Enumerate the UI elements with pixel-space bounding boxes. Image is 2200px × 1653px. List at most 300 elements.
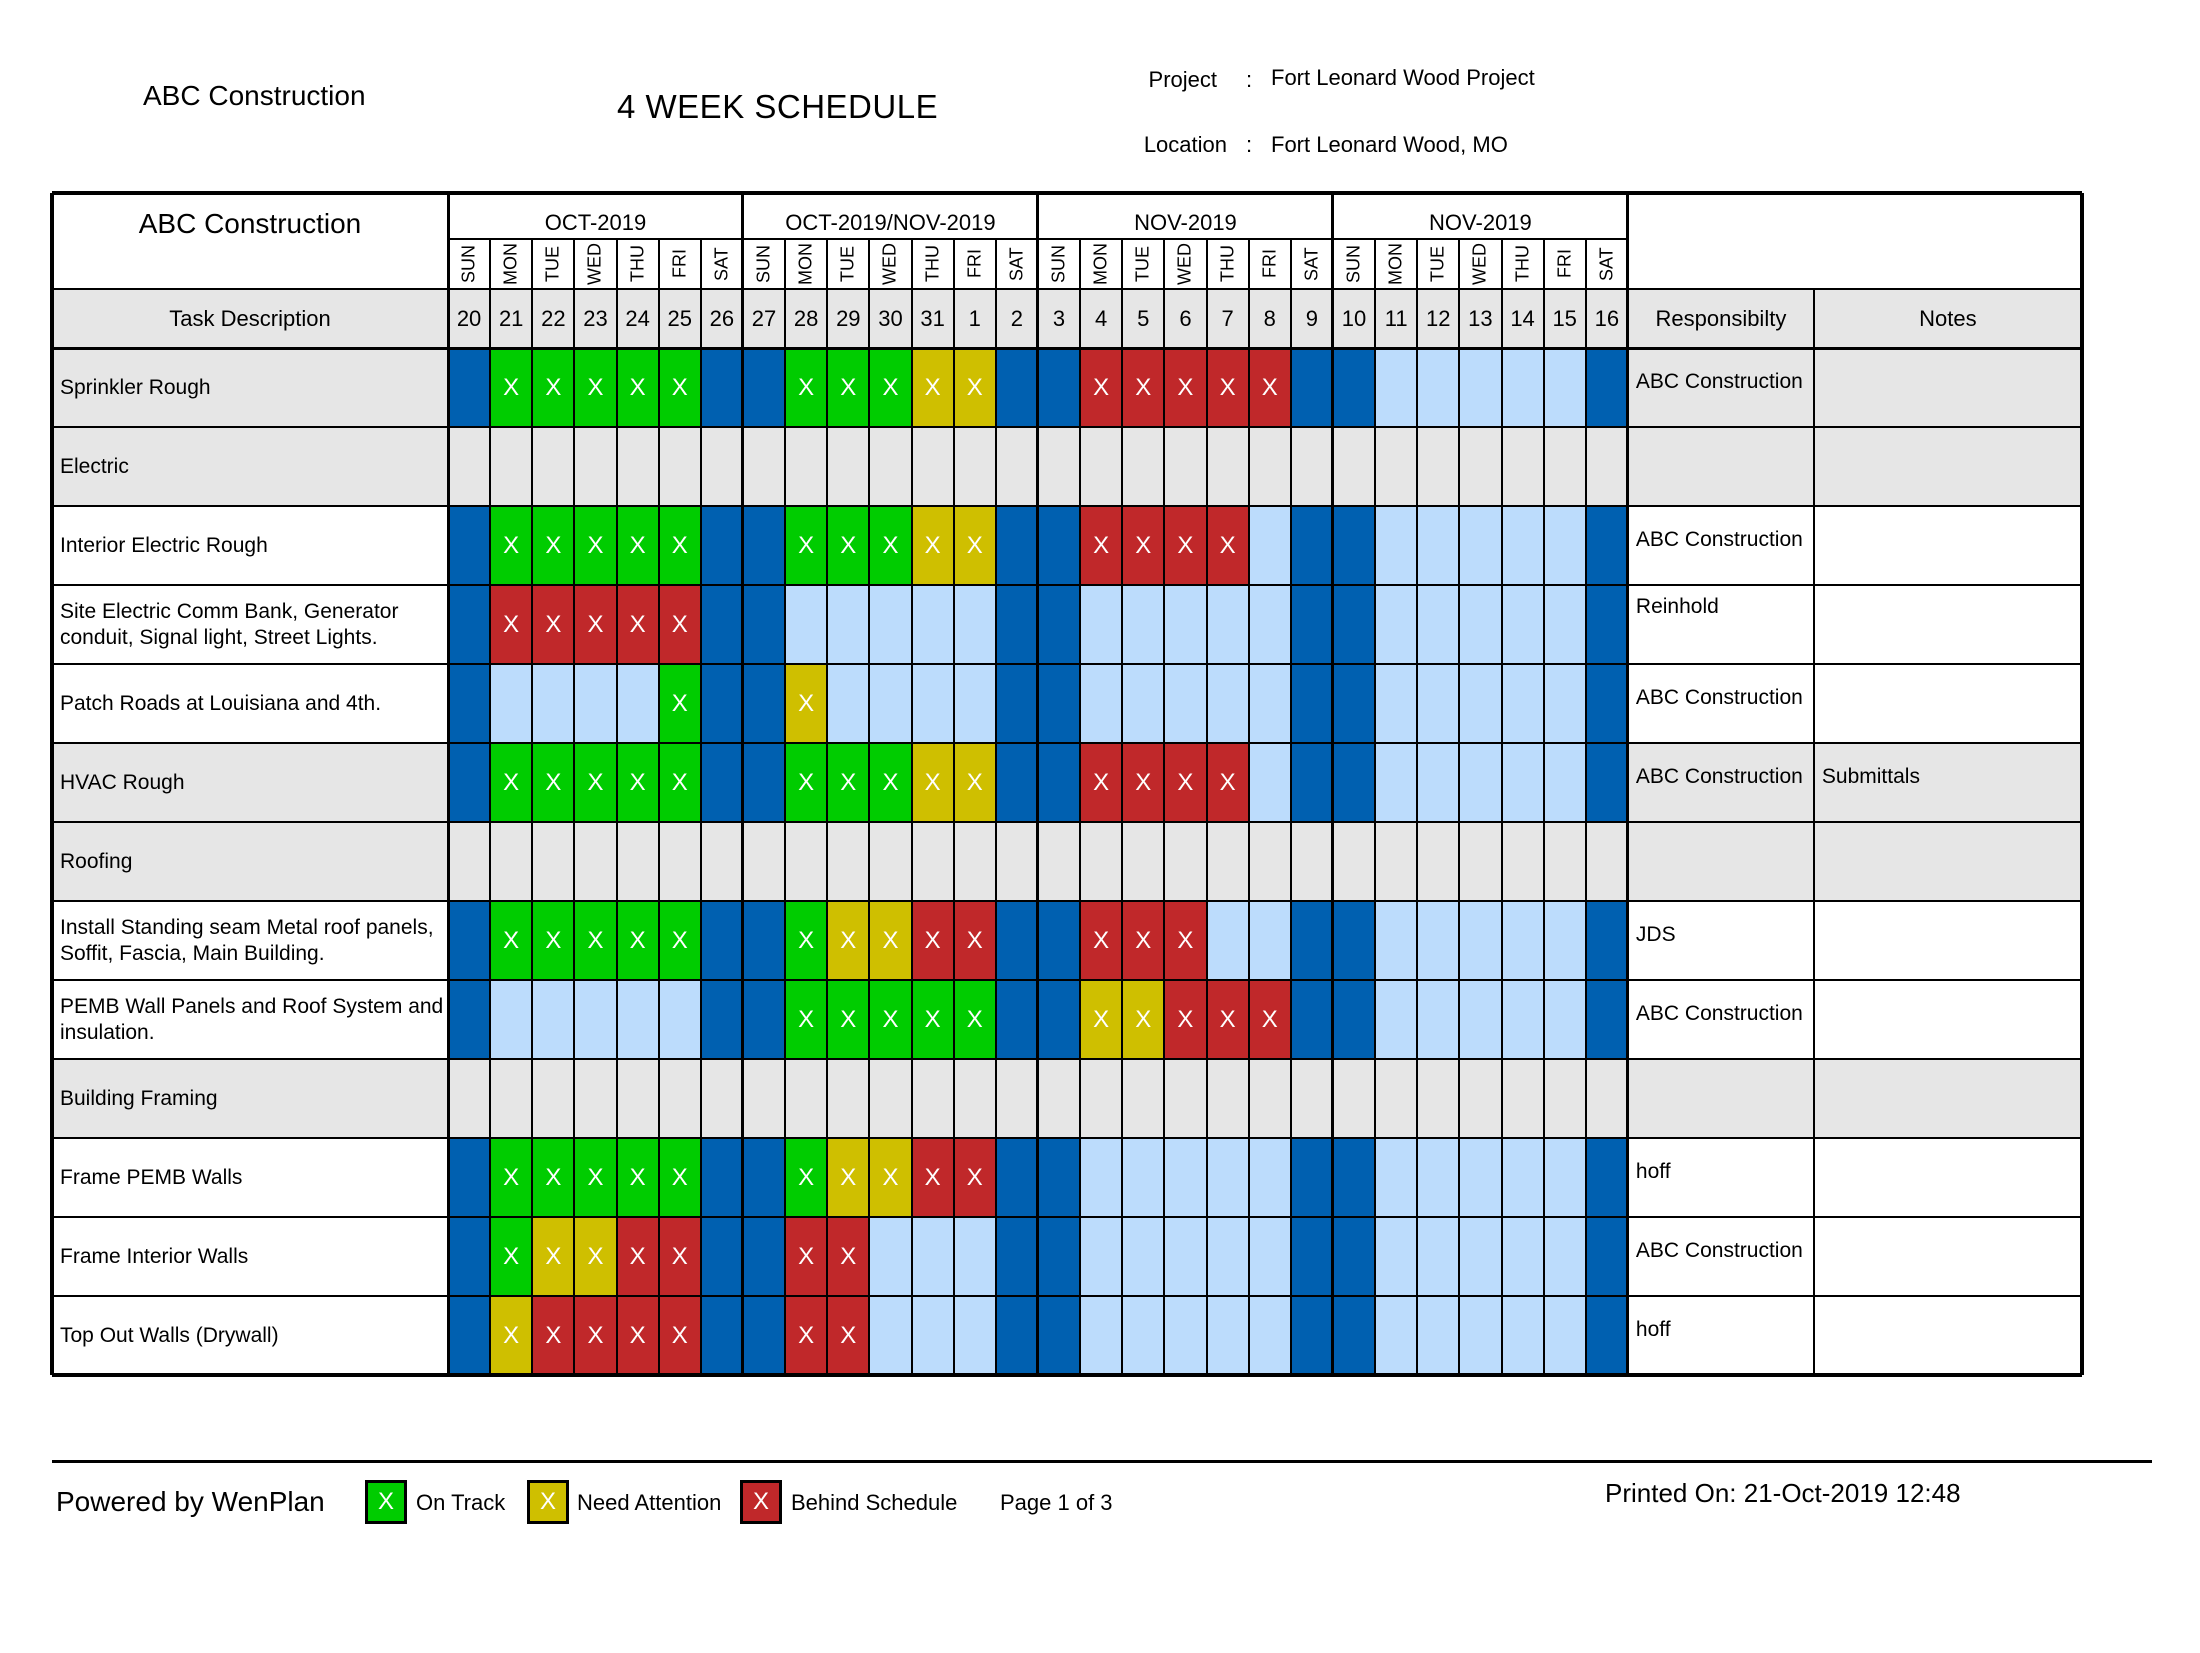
status-mark-behind: X <box>629 1322 646 1349</box>
notes-header: Notes <box>1919 305 1977 331</box>
date-label: 15 <box>1552 306 1577 331</box>
status-mark-behind: X <box>966 1164 983 1191</box>
day-cell <box>1417 1296 1459 1375</box>
date-label: 2 <box>1010 306 1023 331</box>
day-cell <box>1459 664 1501 743</box>
date-label: 9 <box>1305 306 1318 331</box>
day-cell <box>1459 743 1501 822</box>
day-cell <box>1207 901 1249 980</box>
day-cell <box>1291 585 1333 664</box>
status-mark-on-track: X <box>671 769 688 796</box>
day-cell <box>1080 1217 1122 1296</box>
grid-line-h <box>52 1137 2082 1139</box>
grid-line-v <box>953 239 955 1375</box>
day-cell <box>1502 506 1544 585</box>
grid-line-v <box>1163 239 1165 1375</box>
day-cell <box>1080 1296 1122 1375</box>
status-mark-behind: X <box>1135 769 1152 796</box>
day-cell <box>574 980 616 1059</box>
date-label: 23 <box>583 306 608 331</box>
grid-line-h <box>52 979 2082 981</box>
legend-swatch: X <box>365 1480 407 1524</box>
day-cell <box>1207 1296 1249 1375</box>
status-mark-behind: X <box>587 611 604 638</box>
day-cell <box>1502 1296 1544 1375</box>
status-mark-behind: X <box>1135 532 1152 559</box>
day-cell <box>1459 506 1501 585</box>
day-cell <box>701 1296 743 1375</box>
day-cell <box>743 1138 785 1217</box>
grid-line-v <box>995 239 997 1375</box>
status-mark-need-attention: X <box>798 690 815 717</box>
status-mark-on-track: X <box>503 1243 520 1270</box>
day-cell <box>1122 664 1164 743</box>
day-cell <box>448 664 490 743</box>
day-cell <box>1122 1217 1164 1296</box>
status-mark-behind: X <box>1093 374 1110 401</box>
day-cell <box>1502 901 1544 980</box>
date-label: 11 <box>1384 306 1408 331</box>
day-cell <box>574 664 616 743</box>
status-mark-behind: X <box>545 611 562 638</box>
day-cell <box>1291 348 1333 427</box>
day-cell <box>743 980 785 1059</box>
day-cell <box>1544 506 1586 585</box>
day-cell <box>743 1296 785 1375</box>
day-cell <box>912 585 954 664</box>
status-mark-behind: X <box>671 1322 688 1349</box>
day-cell <box>448 1138 490 1217</box>
day-cell <box>1586 1217 1628 1296</box>
status-mark-on-track: X <box>545 769 562 796</box>
day-cell <box>1417 901 1459 980</box>
date-label: 30 <box>878 306 903 331</box>
month-label: NOV-2019 <box>1429 210 1532 235</box>
legend-label: Need Attention <box>577 1490 722 1515</box>
responsibility-value: Reinhold <box>1635 595 1719 618</box>
task-group-label: Building Framing <box>60 1086 218 1110</box>
day-cell <box>1291 1217 1333 1296</box>
day-cell <box>1038 743 1080 822</box>
grid-line-v <box>658 239 660 1375</box>
day-cell <box>954 585 996 664</box>
day-cell <box>1164 585 1206 664</box>
day-cell <box>448 901 490 980</box>
day-cell <box>869 585 911 664</box>
status-mark-behind: X <box>1177 927 1194 954</box>
day-cell <box>1417 506 1459 585</box>
day-name-label: SUN <box>1343 245 1364 284</box>
status-mark-on-track: X <box>587 769 604 796</box>
day-cell <box>1333 980 1375 1059</box>
day-name-label: FRI <box>1554 249 1575 279</box>
date-label: 27 <box>751 306 777 331</box>
day-name-label: WED <box>1174 243 1195 285</box>
status-mark-behind: X <box>1177 374 1194 401</box>
status-mark-on-track: X <box>840 1006 857 1033</box>
day-cell <box>701 901 743 980</box>
day-name-label: WED <box>879 243 900 285</box>
task-group-label: Electric <box>60 454 129 478</box>
status-mark-behind: X <box>1093 532 1110 559</box>
grid-line-h <box>52 288 2082 290</box>
grid-line-h <box>52 742 2082 744</box>
day-cell <box>1080 585 1122 664</box>
task-label: Install Standing seam Metal roof panels, Soffit, Fascia, Main Building. <box>60 915 434 965</box>
status-mark-behind: X <box>1219 1006 1236 1033</box>
day-cell <box>1333 1217 1375 1296</box>
status-mark-behind: X <box>840 1322 857 1349</box>
responsibility-header: Responsibilty <box>1655 305 1787 331</box>
status-mark-behind: X <box>671 611 688 638</box>
day-cell <box>701 664 743 743</box>
day-cell <box>743 348 785 427</box>
day-cell <box>1038 506 1080 585</box>
day-cell <box>1586 743 1628 822</box>
table-border <box>52 1373 2082 1377</box>
location-label: Location <box>1143 132 1227 157</box>
day-cell <box>1586 980 1628 1059</box>
status-mark-on-track: X <box>882 1006 899 1033</box>
status-mark-on-track: X <box>671 1164 688 1191</box>
day-cell <box>1502 743 1544 822</box>
day-cell <box>1333 1138 1375 1217</box>
day-cell <box>1122 1296 1164 1375</box>
grid-line-v <box>1626 193 1629 1375</box>
day-name-label: SAT <box>1301 247 1322 281</box>
day-cell <box>1333 506 1375 585</box>
status-mark-behind: X <box>1177 532 1194 559</box>
grid-line-h <box>52 663 2082 665</box>
day-cell <box>1544 743 1586 822</box>
status-mark-on-track: X <box>545 1164 562 1191</box>
grid-line-v <box>447 193 450 1375</box>
day-cell <box>1586 348 1628 427</box>
day-cell <box>1333 901 1375 980</box>
status-mark-on-track: X <box>798 927 815 954</box>
grid-line-v <box>489 239 491 1375</box>
status-mark-on-track: X <box>545 927 562 954</box>
status-mark-on-track: X <box>587 927 604 954</box>
day-cell <box>701 743 743 822</box>
date-label: 13 <box>1468 306 1493 331</box>
date-label: 6 <box>1179 306 1192 331</box>
date-label: 31 <box>920 306 945 331</box>
task-group-label: Roofing <box>60 849 133 873</box>
status-mark-on-track: X <box>882 374 899 401</box>
status-mark-on-track: X <box>798 1006 815 1033</box>
day-cell <box>996 348 1038 427</box>
date-label: 8 <box>1263 306 1276 331</box>
day-cell <box>1291 980 1333 1059</box>
status-mark-behind: X <box>798 1243 815 1270</box>
day-cell <box>1544 585 1586 664</box>
powered-by: Powered by WenPlan <box>56 1486 325 1517</box>
day-name-label: MON <box>500 243 521 285</box>
day-cell <box>743 901 785 980</box>
footer-divider <box>52 1460 2152 1463</box>
status-mark-behind: X <box>1093 769 1110 796</box>
grid-line-v <box>616 239 618 1375</box>
company-name: ABC Construction <box>143 80 366 111</box>
day-cell <box>954 1217 996 1296</box>
date-label: 12 <box>1426 306 1451 331</box>
status-mark-on-track: X <box>503 532 520 559</box>
day-cell <box>1333 585 1375 664</box>
status-mark-on-track: X <box>503 1164 520 1191</box>
grid-line-v <box>1543 239 1545 1375</box>
day-cell <box>785 585 827 664</box>
day-name-label: TUE <box>1427 246 1448 282</box>
grid-line-h <box>52 426 2082 428</box>
day-name-label: FRI <box>964 249 985 279</box>
day-cell <box>996 664 1038 743</box>
table-border <box>2080 193 2084 1375</box>
day-cell <box>1417 664 1459 743</box>
day-cell <box>1544 1296 1586 1375</box>
grid-line-h <box>52 1058 2082 1060</box>
day-cell <box>1207 664 1249 743</box>
status-mark-on-track: X <box>503 927 520 954</box>
day-cell <box>1164 1296 1206 1375</box>
day-cell <box>1544 1138 1586 1217</box>
status-mark-on-track: X <box>545 532 562 559</box>
grid-line-v <box>911 239 913 1375</box>
day-cell <box>996 980 1038 1059</box>
day-cell <box>448 348 490 427</box>
status-mark-need-attention: X <box>966 532 983 559</box>
status-mark-on-track: X <box>629 532 646 559</box>
day-cell <box>1502 1217 1544 1296</box>
day-cell <box>490 980 532 1059</box>
day-cell <box>1291 664 1333 743</box>
grid-line-v <box>1036 193 1039 1375</box>
day-cell <box>912 1296 954 1375</box>
day-name-label: THU <box>922 245 943 283</box>
day-name-label: SUN <box>458 245 479 284</box>
day-cell <box>1038 1296 1080 1375</box>
day-cell <box>701 348 743 427</box>
day-name-label: FRI <box>1259 249 1280 279</box>
day-cell <box>1207 585 1249 664</box>
day-cell <box>1164 664 1206 743</box>
status-mark-on-track: X <box>629 769 646 796</box>
date-label: 16 <box>1594 306 1620 331</box>
status-mark-on-track: X <box>798 769 815 796</box>
status-mark-behind: X <box>1219 374 1236 401</box>
status-mark-behind: X <box>924 1164 941 1191</box>
responsibility-value: hoff <box>1635 1160 1671 1183</box>
grid-line-v <box>1458 239 1460 1375</box>
day-cell <box>1586 1296 1628 1375</box>
day-name-label: SAT <box>1596 247 1617 281</box>
day-cell <box>743 1217 785 1296</box>
day-cell <box>532 980 574 1059</box>
responsibility-value: ABC Construction <box>1635 765 1803 788</box>
task-label: Site Electric Comm Bank, Generator conduit, Signal light, Street Lights. <box>60 599 399 649</box>
day-cell <box>1375 980 1417 1059</box>
day-cell <box>1417 1217 1459 1296</box>
grid-line-h <box>52 505 2082 507</box>
day-cell <box>1586 664 1628 743</box>
status-mark-on-track: X <box>840 532 857 559</box>
date-label: 14 <box>1510 306 1535 331</box>
day-cell <box>532 664 574 743</box>
status-mark-behind: X <box>587 1322 604 1349</box>
day-cell <box>490 664 532 743</box>
legend-swatch: X <box>527 1480 569 1524</box>
project-value: Fort Leonard Wood Project <box>1271 65 1535 90</box>
grid-line-v <box>700 239 702 1375</box>
day-cell <box>1417 348 1459 427</box>
day-name-label: THU <box>1217 245 1238 283</box>
day-cell <box>1375 1296 1417 1375</box>
day-cell <box>1249 664 1291 743</box>
day-cell <box>1291 506 1333 585</box>
day-cell <box>1164 1217 1206 1296</box>
day-cell <box>1502 348 1544 427</box>
date-label: 25 <box>667 306 692 331</box>
grid-line-v <box>1248 239 1250 1375</box>
day-cell <box>827 585 869 664</box>
status-mark-on-track: X <box>840 374 857 401</box>
date-label: 24 <box>625 306 650 331</box>
status-mark-on-track: X <box>671 690 688 717</box>
day-cell <box>1333 664 1375 743</box>
date-label: 5 <box>1137 306 1150 331</box>
day-cell <box>1249 506 1291 585</box>
grid-line-h <box>52 821 2082 823</box>
grid-line-v <box>1121 239 1123 1375</box>
grid-line-v <box>868 239 870 1375</box>
status-mark-need-attention: X <box>840 927 857 954</box>
task-label: Frame PEMB Walls <box>60 1165 243 1189</box>
schedule-title: 4 WEEK SCHEDULE <box>617 88 939 125</box>
task-label: HVAC Rough <box>60 770 185 794</box>
status-mark-behind: X <box>840 1243 857 1270</box>
day-cell <box>996 901 1038 980</box>
day-cell <box>869 664 911 743</box>
day-cell <box>1459 348 1501 427</box>
day-name-label: THU <box>1512 245 1533 283</box>
day-cell <box>1502 980 1544 1059</box>
status-mark-behind: X <box>1219 532 1236 559</box>
responsibility-value: ABC Construction <box>1635 1002 1803 1025</box>
day-cell <box>1038 585 1080 664</box>
day-name-label: THU <box>627 245 648 283</box>
month-label: OCT-2019 <box>544 210 647 235</box>
day-name-label: SAT <box>1006 247 1027 281</box>
day-cell <box>701 506 743 585</box>
status-mark-behind: X <box>1177 1006 1194 1033</box>
day-cell <box>1375 1138 1417 1217</box>
day-cell <box>1038 348 1080 427</box>
task-label: Patch Roads at Louisiana and 4th. <box>60 691 382 715</box>
day-cell <box>448 1217 490 1296</box>
task-label: PEMB Wall Panels and Roof System and insulation. <box>60 994 444 1044</box>
day-cell <box>743 585 785 664</box>
table-border <box>52 191 2082 195</box>
printed-on: Printed On: 21-Oct-2019 12:48 <box>1605 1478 1961 1508</box>
status-mark-on-track: X <box>629 1164 646 1191</box>
notes-value: Submittals <box>1821 765 1920 788</box>
date-label: 10 <box>1341 306 1367 331</box>
day-cell <box>1459 1138 1501 1217</box>
legend-label: Behind Schedule <box>791 1490 958 1515</box>
status-mark-need-attention: X <box>966 769 983 796</box>
status-mark-need-attention: X <box>545 1243 562 1270</box>
status-mark-behind: X <box>1177 769 1194 796</box>
day-cell <box>448 980 490 1059</box>
day-cell <box>869 1217 911 1296</box>
grid-line-h <box>52 900 2082 902</box>
day-cell <box>1586 1138 1628 1217</box>
status-mark-on-track: X <box>798 532 815 559</box>
day-cell <box>869 1296 911 1375</box>
grid-line-v <box>1331 193 1334 1375</box>
day-cell <box>617 980 659 1059</box>
day-cell <box>1459 585 1501 664</box>
grid-line-v <box>1813 289 1815 1375</box>
grid-line-h <box>52 1295 2082 1297</box>
day-cell <box>1375 1217 1417 1296</box>
day-cell <box>954 1296 996 1375</box>
corner-title: ABC Construction <box>138 208 362 239</box>
date-label: 28 <box>793 306 819 331</box>
project-colon: : <box>1246 67 1253 92</box>
responsibility-value: JDS <box>1635 923 1676 946</box>
day-name-label: WED <box>1469 243 1490 285</box>
status-mark-on-track: X <box>545 374 562 401</box>
status-mark-need-attention: X <box>882 1164 899 1191</box>
status-mark-behind: X <box>629 611 646 638</box>
day-cell <box>996 1138 1038 1217</box>
grid-line-v <box>1501 239 1503 1375</box>
day-cell <box>996 1296 1038 1375</box>
day-cell <box>1333 348 1375 427</box>
day-cell <box>1502 585 1544 664</box>
day-cell <box>1249 1296 1291 1375</box>
legend-label: On Track <box>416 1490 506 1515</box>
status-mark-behind: X <box>924 927 941 954</box>
day-cell <box>1544 664 1586 743</box>
day-cell <box>1502 1138 1544 1217</box>
task-label: Frame Interior Walls <box>60 1244 249 1268</box>
date-label: 26 <box>709 306 735 331</box>
location-value: Fort Leonard Wood, MO <box>1271 132 1508 157</box>
day-cell <box>1249 1138 1291 1217</box>
day-cell <box>996 585 1038 664</box>
day-cell <box>1249 1217 1291 1296</box>
status-mark-need-attention: X <box>924 532 941 559</box>
day-cell <box>448 585 490 664</box>
status-mark-need-attention: X <box>587 1243 604 1270</box>
day-cell <box>1080 664 1122 743</box>
day-cell <box>827 664 869 743</box>
day-cell <box>1375 506 1417 585</box>
day-cell <box>912 664 954 743</box>
day-name-label: MON <box>795 243 816 285</box>
grid-line-v <box>1585 239 1587 1375</box>
page-number: Page 1 of 3 <box>1000 1490 1113 1515</box>
status-mark-need-attention: X <box>924 374 941 401</box>
grid-line-v <box>1374 239 1376 1375</box>
status-mark-on-track: X <box>882 769 899 796</box>
grid-line-v <box>1206 239 1208 1375</box>
grid-line-v <box>1079 239 1081 1375</box>
status-mark-on-track: X <box>798 374 815 401</box>
day-cell <box>1333 743 1375 822</box>
